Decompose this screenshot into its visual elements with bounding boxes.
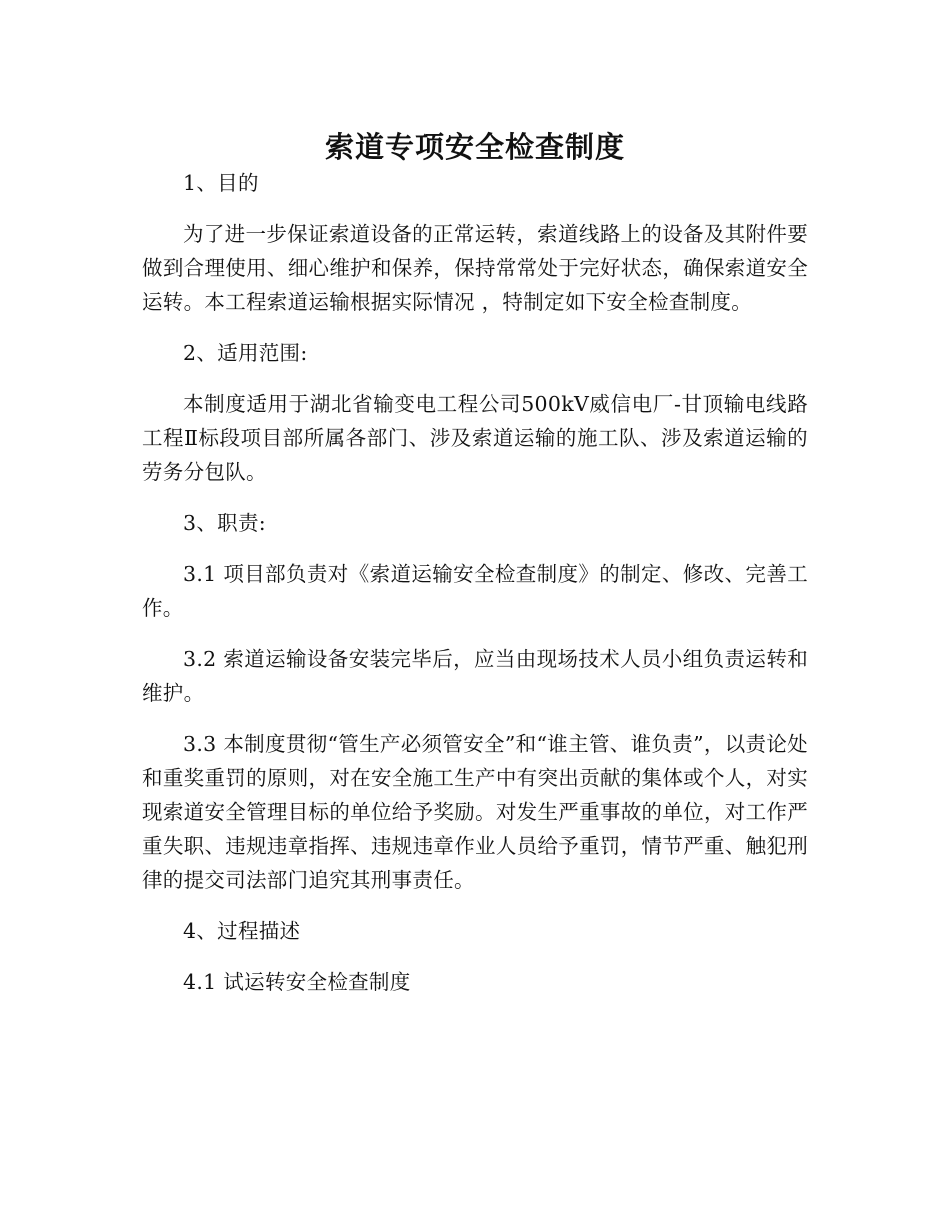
section-heading-scope: 2、适用范围:: [183, 341, 308, 365]
document-title: 索道专项安全检查制度: [324, 130, 625, 165]
section-heading-responsibilities: 3、职责:: [183, 511, 266, 535]
document-body: [142, 166, 808, 999]
paragraph-responsibility-3-3: 3.3 本制度贯彻“管生产必须管安全”和“谁主管、谁负责”，以责论处和重奖重罚的原则，对在安全施工生产中有突出贡献的集体或个人，对实现索道安全管理目标的单位给予奖励。对发生严重事故的单位，对工作严重失职、违规违章指挥、违规违章作业人员给予重罚，情节严重、触犯刑律的提交司法部门追究其刑事责任。: [142, 732, 808, 892]
paragraph-scope: 本制度适用于湖北省输变电工程公司500kV威信电厂-甘顶输电线路工程Ⅱ标段项目部所属各部门、涉及索道运输的施工队、涉及索道运输的劳务分包队。: [142, 392, 808, 484]
paragraph-purpose: 为了进一步保证索道设备的正常运转，索道线路上的设备及其附件要做到合理使用、细心维护和保养，保持常常处于完好状态，确保索道安全运转。本工程索道运输根据实际情况 ，特制定如下安全检查制度。: [142, 222, 808, 314]
paragraph-responsibility-3-2: 3.2 索道运输设备安装完毕后，应当由现场技术人员小组负责运转和维护。: [142, 647, 808, 705]
section-heading-purpose: 1、目的: [183, 171, 259, 195]
section-heading-process: 4、过程描述: [183, 919, 301, 943]
paragraph-responsibility-3-1: 3.1 项目部负责对《索道运输安全检查制度》的制定、修改、完善工作。: [142, 562, 808, 620]
subsection-heading-4-1: 4.1 试运转安全检查制度: [183, 970, 411, 994]
